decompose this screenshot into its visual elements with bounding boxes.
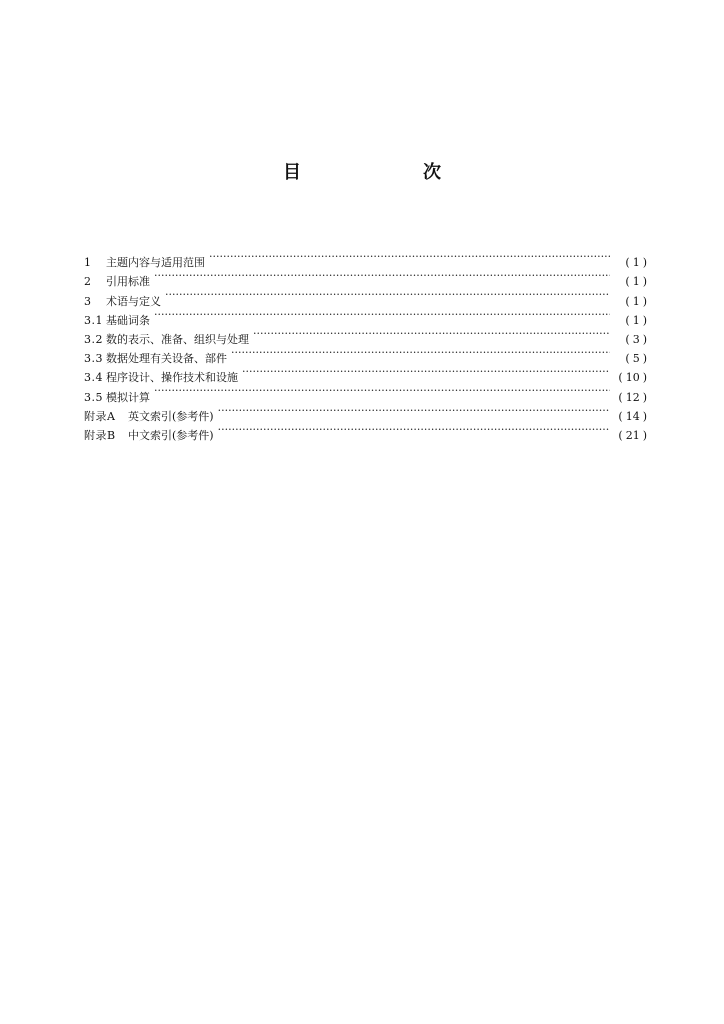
toc-entry-title: 术语与定义 — [106, 294, 161, 308]
toc-title: 目 次 — [283, 162, 493, 183]
toc-page-number: 3 — [632, 332, 640, 346]
toc-page-number: 21 — [625, 428, 640, 442]
toc-page-number: 1 — [632, 256, 640, 270]
toc-entry-title: 中文索引(参考件) — [128, 428, 214, 442]
toc-entry[interactable] — [84, 305, 650, 327]
toc-entry-title: 英文索引(参考件) — [128, 409, 214, 423]
toc-entry-page: ( 1 ) — [625, 294, 647, 308]
toc-leader-dots — [253, 324, 610, 343]
toc-entry-number: 3 — [84, 294, 92, 308]
toc-page-number: 14 — [625, 409, 640, 423]
toc-leader-dots — [242, 362, 610, 381]
toc-entry[interactable] — [84, 324, 650, 346]
toc-entry-number: 1 — [84, 256, 92, 270]
toc-entry-page: ( 5 ) — [625, 352, 647, 366]
toc-entry-title: 主题内容与适用范围 — [106, 256, 205, 270]
toc-entry-page: ( 1 ) — [625, 256, 647, 270]
toc-entry-number: 3.1 — [84, 313, 103, 327]
toc-leader-dots — [218, 420, 610, 439]
toc-entry-page: ( 12 ) — [618, 390, 647, 404]
toc-leader-dots — [154, 266, 610, 285]
toc-entry-title: 程序设计、操作技术和设施 — [106, 371, 238, 385]
toc-entry-page: ( 10 ) — [618, 371, 647, 385]
toc-page-number: 1 — [632, 313, 640, 327]
toc-entry-page: ( 1 ) — [625, 313, 647, 327]
toc-entry[interactable] — [84, 247, 650, 270]
toc-entry-number: 3.4 — [84, 371, 103, 385]
toc-entry-page: ( 1 ) — [625, 275, 647, 289]
toc-entry-page: ( 21 ) — [618, 428, 647, 442]
toc-entry[interactable] — [84, 401, 650, 423]
toc-list — [84, 247, 650, 442]
toc-entry-title: 数的表示、准备、组织与处理 — [106, 332, 249, 346]
toc-page-number: 10 — [625, 371, 640, 385]
toc-leader-dots — [231, 343, 610, 362]
toc-entry-title: 引用标准 — [106, 275, 150, 289]
toc-page-number: 1 — [632, 294, 640, 308]
toc-page-number: 12 — [625, 390, 640, 404]
toc-page-number: 5 — [632, 352, 640, 366]
toc-leader-dots — [154, 381, 610, 400]
toc-entry-number: 3.2 — [84, 332, 103, 346]
toc-entry-page: ( 3 ) — [625, 332, 647, 346]
toc-entry[interactable] — [84, 266, 650, 289]
toc-entry-title: 基础词条 — [106, 313, 150, 327]
toc-leader-dots — [154, 305, 610, 324]
toc-leader-dots — [209, 247, 610, 266]
toc-entry[interactable] — [84, 381, 650, 404]
toc-entry-number: 附录A — [84, 409, 116, 423]
toc-page-number: 1 — [632, 275, 640, 289]
toc-entry-title: 数据处理有关设备、部件 — [106, 352, 227, 366]
toc-entry-number: 3.3 — [84, 352, 103, 366]
toc-entry[interactable] — [84, 285, 650, 308]
toc-entry-title: 模拟计算 — [106, 390, 150, 404]
toc-entry-number: 2 — [84, 275, 92, 289]
toc-entry-number: 附录B — [84, 428, 116, 442]
toc-entry-page: ( 14 ) — [618, 409, 647, 423]
toc-leader-dots — [165, 285, 610, 304]
toc-entry-number: 3.5 — [84, 390, 103, 404]
toc-leader-dots — [218, 401, 610, 420]
